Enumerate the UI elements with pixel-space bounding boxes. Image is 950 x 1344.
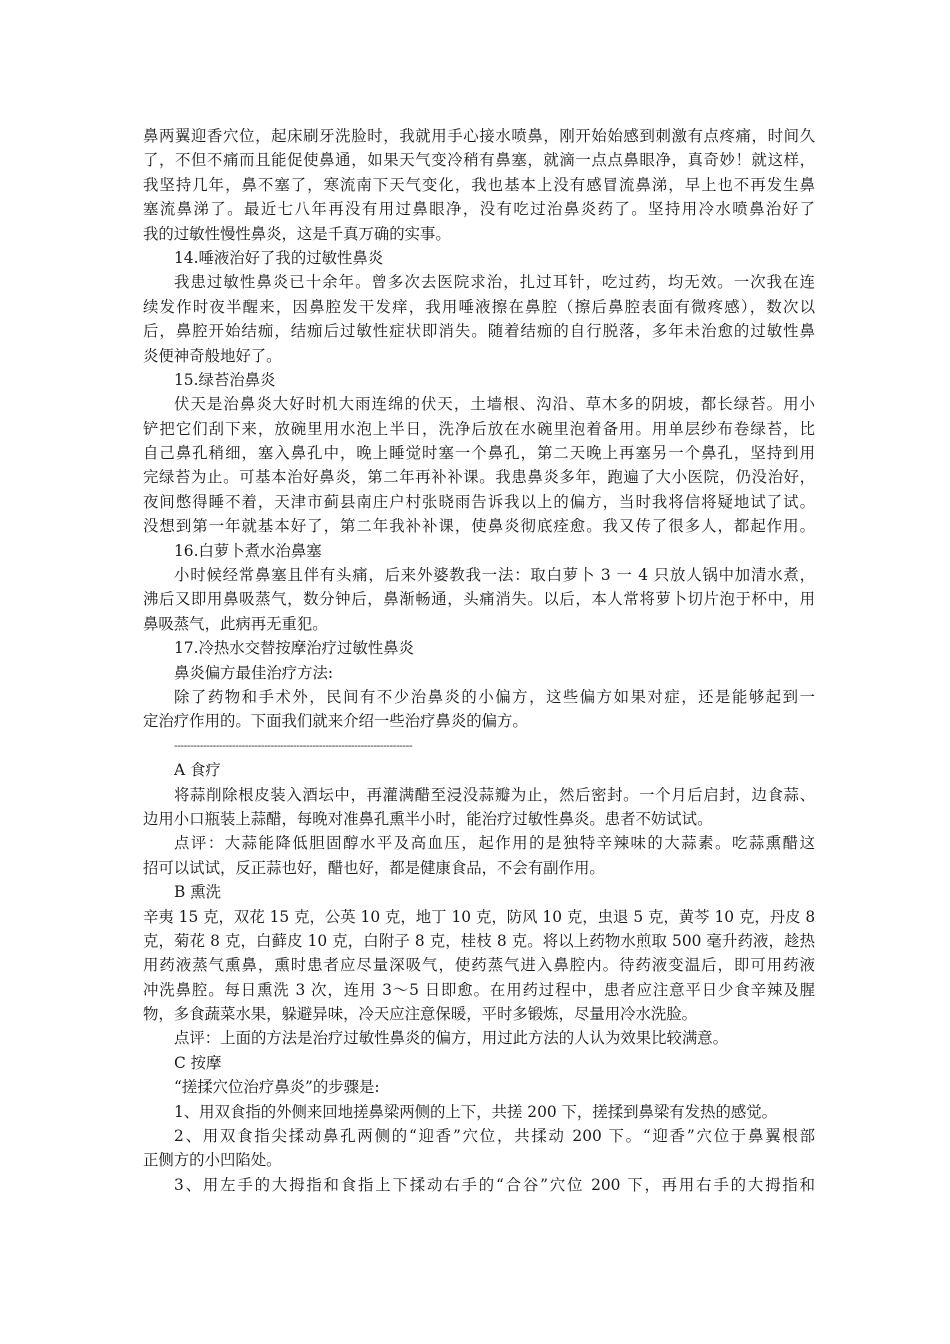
text-line: 3、用左手的大拇指和食指上下揉动右手的“合谷”穴位 200 下，再用右手的大拇指和 xyxy=(174,1175,815,1194)
text-line: 冲洗鼻腔。每日熏洗 3 次，连用 3～5 日即愈。在用药过程中，患者应注意平日少食辛辣及腥 xyxy=(143,980,815,999)
text-line: 没想到第一年就基本好了，第二年我补补课，使鼻炎彻底痊愈。我又传了很多人，都起作用。 xyxy=(143,517,815,536)
text-line: 续发作时夜半醒来，因鼻腔发干发痒，我用唾液擦在鼻腔（擦后鼻腔表面有微疼感），数次以 xyxy=(143,297,815,316)
text-line: C 按摩 xyxy=(174,1053,222,1072)
text-line: 正侧方的小凹陷处。 xyxy=(143,1151,282,1170)
text-line: 14.唾液治好了我的过敏性鼻炎 xyxy=(174,248,384,267)
text-line: 招可以试试，反正蒜也好，醋也好，都是健康食品，不会有副作用。 xyxy=(143,858,605,877)
text-line: 我患过敏性鼻炎已十余年。曾多次去医院求治，扎过耳针，吃过药，均无效。一次我在连 xyxy=(174,273,815,292)
text-line: 将蒜削除根皮装入酒坛中，再灌满醋至浸没蒜瓣为止，然后密封。一个月后启封，边食蒜、 xyxy=(174,785,815,804)
text-line: 1、用双食指的外侧来回地搓鼻梁两侧的上下，共搓 200 下，搓揉到鼻梁有发热的感觉。 xyxy=(174,1102,778,1121)
text-line: 2、用双食指尖揉动鼻孔两侧的“迎香”穴位，共揉动 200 下。“迎香”穴位于鼻翼根部 xyxy=(174,1127,815,1146)
text-line: 16.白萝卜煮水治鼻塞 xyxy=(174,541,322,560)
text-line: “搓揉穴位治疗鼻炎”的步骤是: xyxy=(174,1078,380,1097)
text-line: 点评：大蒜能降低胆固醇水平及高血压，起作用的是独特辛辣味的大蒜素。吃蒜熏醋这 xyxy=(174,834,815,853)
text-line: 夜间憋得睡不着，天津市蓟县南庄户村张晓雨告诉我以上的偏方，当时我将信将疑地试了试。 xyxy=(143,492,815,511)
text-line: A 食疗 xyxy=(174,761,221,780)
text-line: 鼻两翼迎香穴位，起床刷牙洗脸时，我就用手心接水喷鼻，刚开始始感到刺激有点疼痛，时间久 xyxy=(143,127,815,145)
text-line: 伏天是治鼻炎大好时机大雨连绵的伏天，土墙根、沟沿、草木多的阴坡，都长绿苔。用小 xyxy=(174,395,815,414)
text-line: 辛夷 15 克，双花 15 克，公英 10 克，地丁 10 克，防风 10 克，虫退 5 克，黄芩 10 克，丹皮 8 xyxy=(143,907,816,926)
text-line: 边用小口瓶装上蒜醋，每晚对准鼻孔熏半小时，能治疗过敏性鼻炎。患者不妨试试。 xyxy=(143,809,713,828)
text-line: 15.绿苔治鼻炎 xyxy=(174,370,276,389)
text-line: 完绿苔为止。可基本治好鼻炎，第二年再补补课。我患鼻炎多年，跑遍了大小医院，仍没治好， xyxy=(143,468,815,487)
text-line: B 熏洗 xyxy=(174,883,221,902)
section-divider: -------------------------------------------------------------------------- xyxy=(174,738,413,752)
text-line: 自己鼻孔稍细，塞入鼻孔中，晚上睡觉时塞一个鼻孔，第二天晚上再塞另一个鼻孔，坚持到用 xyxy=(143,444,815,463)
document-body xyxy=(143,124,815,1197)
text-line: 小时候经常鼻塞且伴有头痛，后来外婆教我一法：取白萝卜 3 一 4 只放人锅中加清水煮， xyxy=(174,566,815,585)
text-line: 我坚持几年，鼻不塞了，寒流南下天气变化，我也基本上没有感冒流鼻涕，早上也不再发生鼻 xyxy=(143,175,815,194)
text-line: 塞流鼻涕了。最近七八年再没有用过鼻眼净，没有吃过治鼻炎药了。坚持用冷水喷鼻治好了 xyxy=(143,200,815,219)
text-line: 定治疗作用的。下面我们就来介绍一些治疗鼻炎的偏方。 xyxy=(143,712,528,731)
text-line: 用药液蒸气熏鼻，熏时患者应尽量深吸气，使药蒸气进入鼻腔内。待药液变温后，即可用药液 xyxy=(143,956,815,975)
text-line: 17.冷热水交替按摩治疗过敏性鼻炎 xyxy=(174,639,414,658)
text-line: 物，多食蔬菜水果，躲避异味，冷天应注意保暖，平时多锻炼，尽量用冷水洗脸。 xyxy=(143,1005,698,1024)
text-line: 我的过敏性慢性鼻炎，这是千真万确的实事。 xyxy=(143,224,451,243)
text-line: 炎便神奇般地好了。 xyxy=(143,346,282,365)
text-line: 沸后又即用鼻吸蒸气，数分钟后，鼻渐畅通，头痛消失。以后，本人常将萝卜切片泡于杯中，用 xyxy=(143,590,815,609)
text-line: 后，鼻腔开始结痂，结痂后过敏性症状即消失。随着结痂的自行脱落，多年未治愈的过敏性鼻 xyxy=(143,322,815,341)
text-line: 了，不但不痛而且能促使鼻通，如果天气变冷稍有鼻塞，就滴一点点鼻眼净，真奇妙！就这样， xyxy=(143,151,815,170)
text-line: 点评：上面的方法是治疗过敏性鼻炎的偏方，用过此方法的人认为效果比较满意。 xyxy=(174,1029,729,1048)
text-line: 克，菊花 8 克，白藓皮 10 克，白附子 8 克，桂枝 8 克。将以上药物水煎取 500 毫升药液，趁热 xyxy=(143,931,815,950)
text-line: 鼻炎偏方最佳治疗方法: xyxy=(174,663,334,682)
text-line: 除了药物和手术外，民间有不少治鼻炎的小偏方，这些偏方如果对症，还是能够起到一 xyxy=(174,687,815,706)
text-line: 铲把它们刮下来，放碗里用水泡上半日，洗净后放在水碗里泡着备用。用单层纱布卷绿苔，比 xyxy=(143,419,815,438)
text-line: 鼻吸蒸气，此病再无重犯。 xyxy=(143,614,328,633)
